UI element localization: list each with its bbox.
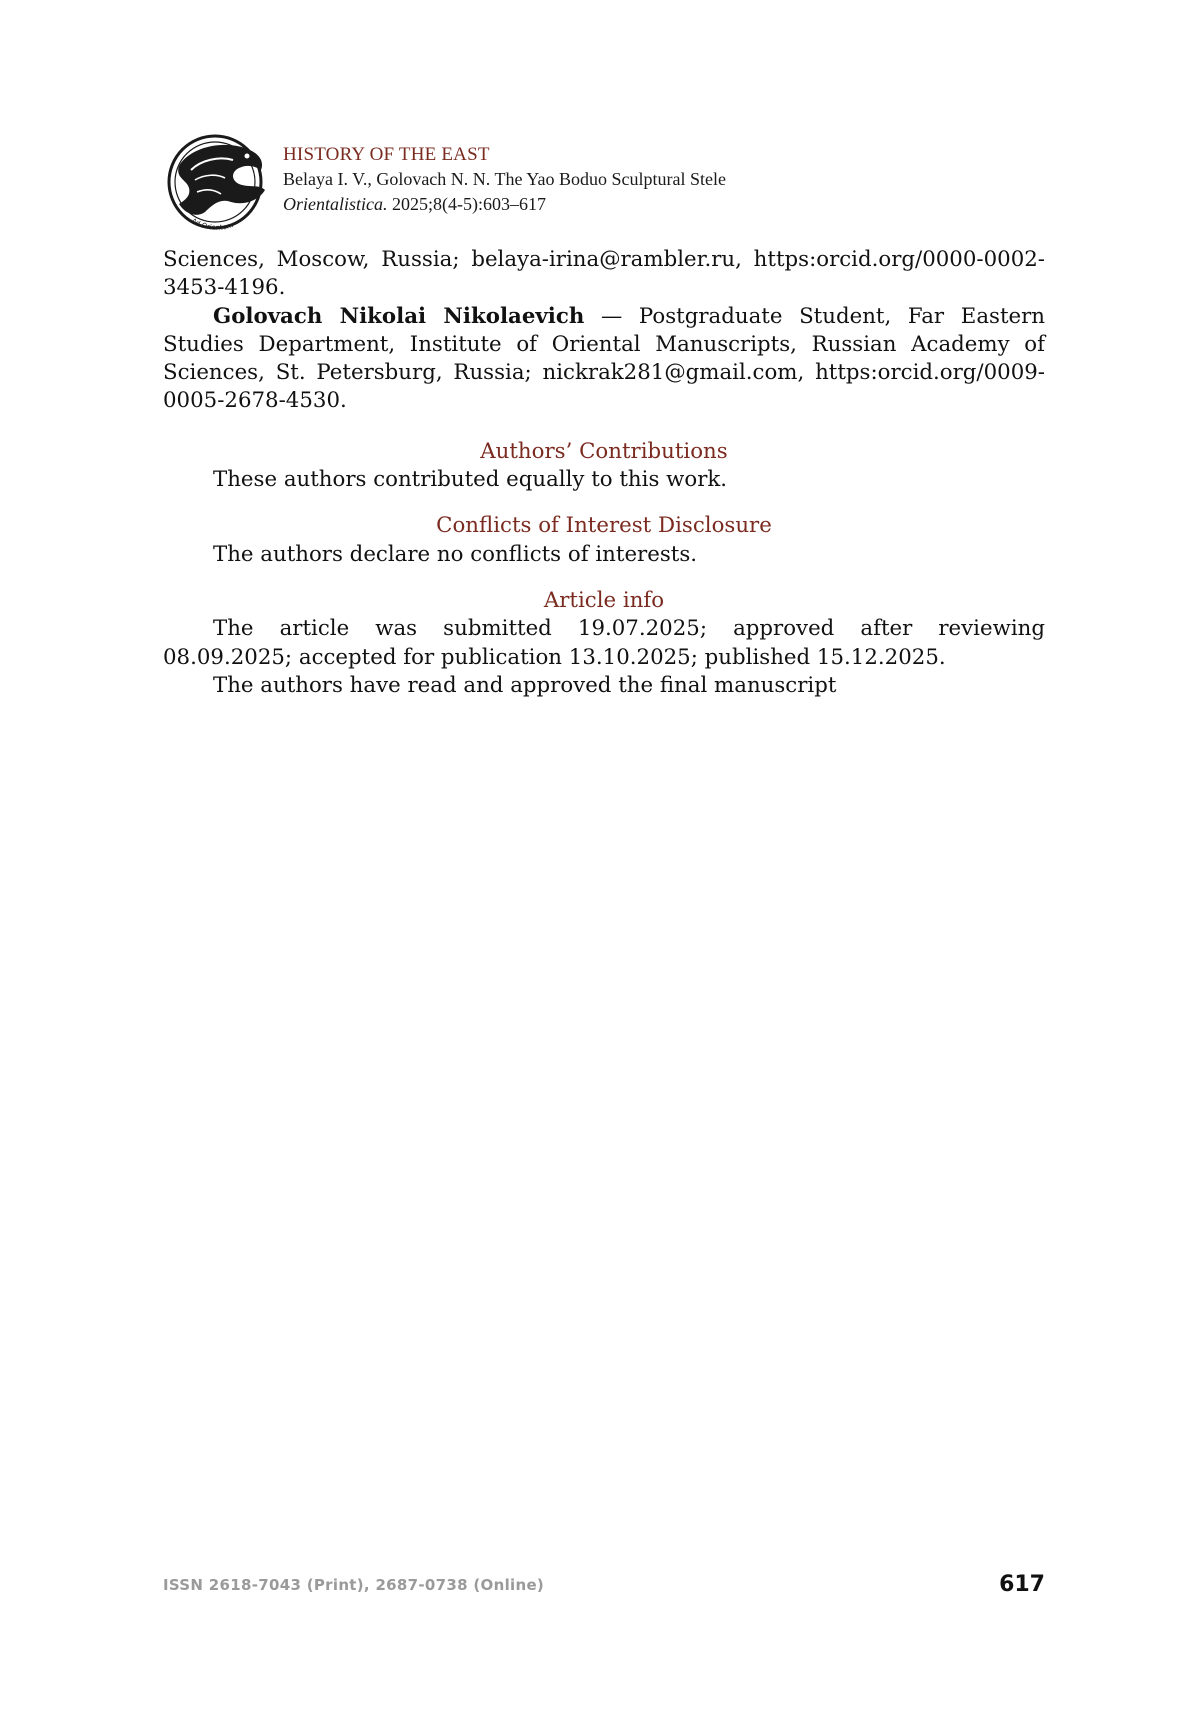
contributions-heading: Authors’ Contributions — [480, 438, 728, 464]
article-citation: Belaya I. V., Golovach N. N. The Yao Boduo Sculptural Stele — [283, 169, 726, 189]
page-number: 617 — [999, 1572, 1045, 1597]
contributions-text: These authors contributed equally to this work. — [213, 467, 728, 493]
article-info-final: The authors have read and approved the final manuscript — [213, 672, 837, 698]
journal-logo — [161, 126, 273, 234]
logo-motto: Ad Orientem — [189, 216, 235, 232]
journal-name: Orientalistica. — [283, 194, 388, 214]
article-info-heading: Article info — [543, 587, 665, 613]
author1-continuation: Sciences, Moscow, Russia; belaya-irina@rambler.ru, https:orcid.org/0000-0002-3453-4196. — [163, 247, 1045, 301]
page-content — [163, 246, 1045, 700]
author2-info — [163, 303, 1045, 416]
section-title: HISTORY OF THE EAST — [283, 144, 490, 165]
journal-reference — [283, 192, 1043, 217]
article-info-text: The article was submitted 19.07.2025; approved after reviewing 08.09.2025; accepted for publication 13.10.2025; published 15.12.2025. — [163, 616, 1045, 670]
conflicts-heading: Conflicts of Interest Disclosure — [436, 513, 772, 539]
running-header — [283, 142, 1043, 217]
svg-text:Ad Orientem — [190, 217, 234, 232]
journal-issue: 2025;8(4-5):603–617 — [387, 194, 546, 214]
author2-name: Golovach Nikolai Nikolaevich — [213, 303, 585, 329]
footer-issn: ISSN 2618-7043 (Print), 2687-0738 (Online) — [163, 1576, 545, 1594]
conflicts-text: The authors declare no conflicts of interests. — [213, 541, 698, 567]
author2-details: — Postgraduate Student, Far Eastern Studies Department, Institute of Oriental Manuscripts, Russian Academy of Sciences, St. Petersburg, Russia; nickrak281@gmail.com, https:orcid.org/0009-0005-2678-4530. — [163, 303, 1045, 414]
